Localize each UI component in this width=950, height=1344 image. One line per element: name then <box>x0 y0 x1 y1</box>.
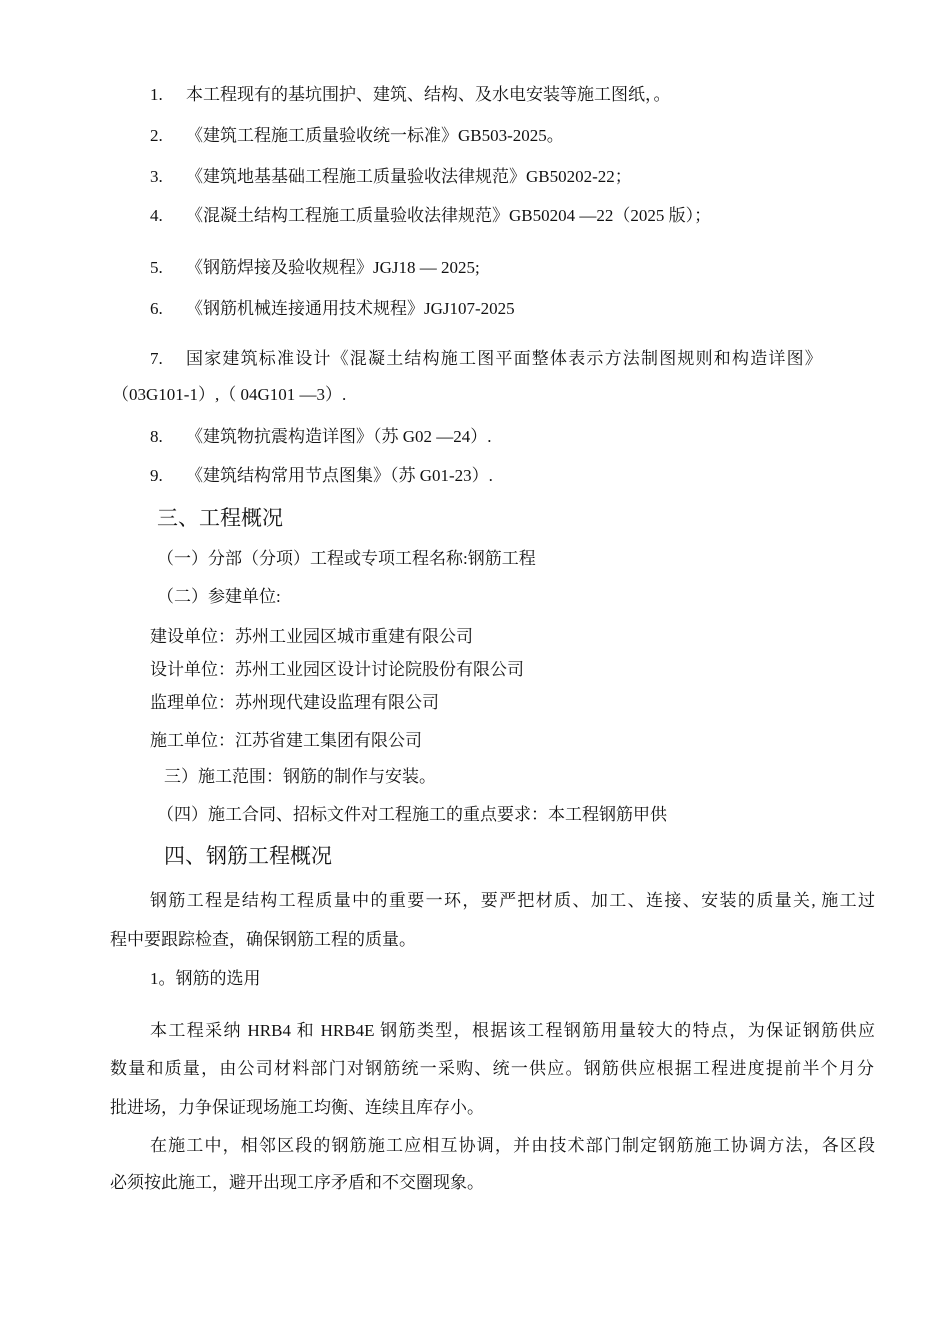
section-heading-overview: 三、工程概况 <box>157 506 283 530</box>
scope-item: 三）施工范围：钢筋的制作与安装。 <box>164 767 436 786</box>
participants-item: （二）参建单位: <box>157 587 281 606</box>
design-unit: 设计单位：苏州工业园区设计讨论院股份有限公司 <box>150 660 524 679</box>
selection-para-line-1: 本工程采纳 HRB4 和 HRB4E 钢筋类型，根据该工程钢筋用量较大的特点，为保证钢筋供应 <box>150 1021 875 1040</box>
selection-para-line-2: 数量和质量，由公司材料部门对钢筋统一采购、统一供应。钢筋供应根据工程进度提前半个月分 <box>110 1059 874 1078</box>
reference-item-1: 1. 本工程现有的基坑围护、建筑、结构、及水电安装等施工图纸，。 <box>150 85 671 104</box>
coordination-para-line-2: 必须按此施工，避开出现工序矛盾和不交圈现象。 <box>110 1173 484 1192</box>
reference-item-9: 9. 《建筑结构常用节点图集》（苏 G01-23）. <box>150 466 493 485</box>
reference-item-7-continuation: （03G101-1）,（ 04G101 —3）. <box>112 385 347 404</box>
reference-item-2: 2. 《建筑工程施工质量验收统一标准》GB503-2025。 <box>150 126 564 145</box>
supervision-unit: 监理单位：苏州现代建设监理有限公司 <box>150 693 439 712</box>
construction-unit: 施工单位：江苏省建工集团有限公司 <box>150 731 422 750</box>
rebar-intro-line-1: 钢筋工程是结构工程质量中的重要一环，要严把材质、加工、连接、安装的质量关, 施工过 <box>150 891 875 910</box>
selection-para-line-3: 批进场，力争保证现场施工均衡、连续且库存小。 <box>110 1098 484 1117</box>
builder-unit: 建设单位：苏州工业园区城市重建有限公司 <box>150 627 473 646</box>
contract-requirements-item: （四）施工合同、招标文件对工程施工的重点要求：本工程钢筋甲供 <box>157 805 667 824</box>
reference-item-3: 3. 《建筑地基基础工程施工质量验收法律规范》GB50202-22； <box>150 167 632 186</box>
rebar-intro-line-2: 程中要跟踪检查，确保钢筋工程的质量。 <box>110 930 416 949</box>
section-heading-rebar: 四、钢筋工程概况 <box>164 844 332 868</box>
reference-item-7: 7. 国家建筑标准设计《混凝土结构施工图平面整体表示方法制图规则和构造详图》 <box>150 349 823 368</box>
coordination-para-line-1: 在施工中，相邻区段的钢筋施工应相互协调，并由技术部门制定钢筋施工协调方法，各区段 <box>150 1136 875 1155</box>
reference-item-8: 8. 《建筑物抗震构造详图》（苏 G02 —24）. <box>150 427 492 446</box>
reference-item-4: 4. 《混凝土结构工程施工质量验收法律规范》GB50204 —22（2025 版）； <box>150 206 712 225</box>
reference-item-6: 6. 《钢筋机械连接通用技术规程》JGJ107-2025 <box>150 299 515 318</box>
project-name-item: （一）分部（分项）工程或专项工程名称:钢筋工程 <box>157 549 536 568</box>
reference-item-5: 5. 《钢筋焊接及验收规程》JGJ18 — 2025; <box>150 258 480 277</box>
subsection-rebar-selection: 1。钢筋的选用 <box>150 969 261 988</box>
